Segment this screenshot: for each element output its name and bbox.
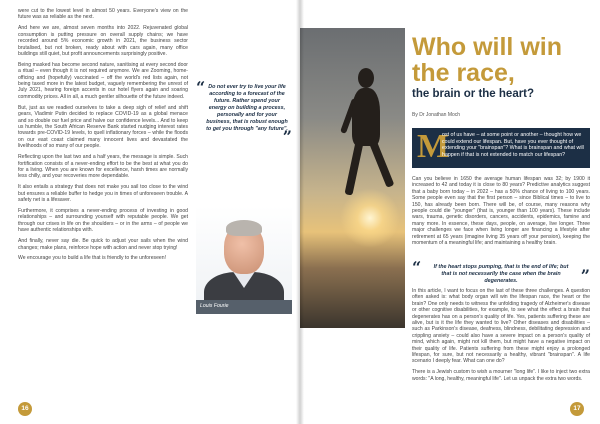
paragraph: We encourage you to build a life that is friendly to the unforeseen! xyxy=(18,255,166,262)
drop-cap: M xyxy=(417,128,450,165)
right-body-column-bottom xyxy=(412,288,590,387)
page-number-right: 17 xyxy=(570,402,584,416)
page-gutter xyxy=(296,0,304,424)
portrait-caption: Louis Fourie xyxy=(200,303,229,309)
paragraph: Can you believe in 1650 the average human lifespan was 32; by 1900 it increased to 42 and today it is close to 80 years? Predictive analytics suggest that a baby born today – in 2022 – has a 50% chance of living to 100 years. Some people even say that the first person – since Biblical times – to live to 150, has already been born. There will be, of course, many reasons why people could die "younger" (that is, younger than 100 years). These include wars, trauma, genetic disorders, cancers, accidents, epidemics, famine and many more. In essence, these days, people, on average, live longer. Three major challenges we face when living longer are financing a lifestyle after retirement at 65 years (imagine living 35 years off your pension), keeping the momentum of a meaningful life; and maintaining a healthy brain. xyxy=(412,176,590,247)
close-quote-icon: ” xyxy=(580,266,590,285)
open-quote-icon: “ xyxy=(412,258,422,277)
sun-glow xyxy=(340,188,400,248)
page-number-left: 16 xyxy=(18,402,32,416)
close-quote-icon: ” xyxy=(282,127,292,146)
paragraph: But, just as we readied ourselves to take a deep sigh of relief and shift gears, Vladimir Putin decided to replace COVID-19 as a global menace and so double our fuel price and halve our confidence levels... And to keep us humble, the South African Reserve Bank started nudging interest rates towards pre-COVID-19 levels, to quell inflationary forces – while the floods on our east coast claimed many innocent lives and devastated the livelihoods of so many of our people. xyxy=(18,104,188,150)
intro-box xyxy=(412,128,590,168)
paragraph: Furthermore, it comprises a never-ending process of investing in good relationships – and surrounding yourself with reputable people. We get through our crises in life on the shoulders – or in the arms – of people we have authentic relationships with. xyxy=(18,207,188,234)
inline-quote-text: If the heart stops pumping, that is the end of life; but that is not necessarily the case when the brain degenerates. xyxy=(433,264,569,284)
byline: By Dr Jonathan Moch xyxy=(412,112,461,118)
paragraph: There is a Jewish custom to wish a mourner "long life". I like to inject two extra words: "A long, healthy, meaningful life". Let us unpack the extra two words. xyxy=(412,369,590,382)
open-quote-icon: “ xyxy=(196,78,206,97)
pull-quote-text: Do not ever try to live your life according to a forecast of the future. Rather spend your energy on building a process, personally and for your business, that is robust enough to get you through "any future". xyxy=(206,84,288,132)
intro-text: ost of us have – at some point or another – thought how we could extend our lifespan. But, have you ever thought of extending your "brainspan"? What is brainspan and what will happen if that is not extended to match our lifespan? xyxy=(442,132,584,158)
paragraph: Reflecting upon the last two and a half years, the message is simple. Such fortification consists of a never-ending effort to be the best at what you do for a living. When you are known for excellence, harsh times are normally less chilly, and your recoveries more dependable. xyxy=(18,154,188,180)
paragraph: It also entails a strategy that does not make you sail too close to the wind but ensures a reliable buffer to hedge you in times of unforeseen trouble. A safety net is a lifesaver. xyxy=(18,184,188,204)
paragraph: were cut to the lowest level in almost 50 years. Everyone's view on the future was as reliable as the next. xyxy=(18,8,188,21)
left-body-column xyxy=(18,8,188,266)
paragraph: In this article, I want to focus on the last of these three challenges. A question often asked is: what body organ will win the lifespan race, the heart or the brain? One only needs to witness the unfolding tragedy of Alzheimer's disease or other cognitive disabilities, for example, to see what the effect a brain that degenerates has on a person's quality of life. Yes, patients suffering these are alive, but is it the life they wanted to live? Other diseases and disabilities – such as Parkinson's disease, deafness, blindness, debilitating depression and crippling anxiety – could also have a severe impact on a person's quality of mind, which again, might not kill them, but might have a negative impact on their quality of life. Patients suffering from these might enjoy a prolonged lifespan, for sure, but not necessarily a healthy, vibrant "brainspan". A life scenario I deeply fear. What can one do? xyxy=(412,288,590,365)
paragraph: Being masked has become second nature, sanitising at every second door a ritual – even though it is not required anymore. We are Zooming, home-officing and (hopefully) vaccinated – off the world's red lists again, not being taxed more in the latest budget, vaguely remembering the unrest of July 2021, hearing foreign accents in our hotel flyers again and soaring commodity prices. All in all, a much gentler silhouette of the future indeed. xyxy=(18,61,188,100)
right-page xyxy=(300,0,600,424)
runner-photo xyxy=(300,28,405,328)
paragraph: And finally, never say die. Be quick to adjust your sails when the wind changes; make plans, reinforce hope with action and never stop trying! xyxy=(18,238,188,251)
inline-quote xyxy=(412,258,590,285)
pull-quote xyxy=(196,78,292,146)
article-title: Who will win the race, xyxy=(412,33,562,87)
article-subtitle: the brain or the heart? xyxy=(412,88,535,100)
paragraph: And here we are, almost seven months into 2022. Rejuvenated global consumption is putting pressure on overall supply chains; we have recorded around 5% economic growth in 2021, the business sector brutalised, but not broken, ready about with cars again, many office buildings still quiet, but profit announcements surprisingly positive. xyxy=(18,25,188,57)
right-body-column-top xyxy=(412,176,590,251)
portrait-caption-bar xyxy=(196,300,292,314)
author-portrait xyxy=(196,206,292,314)
